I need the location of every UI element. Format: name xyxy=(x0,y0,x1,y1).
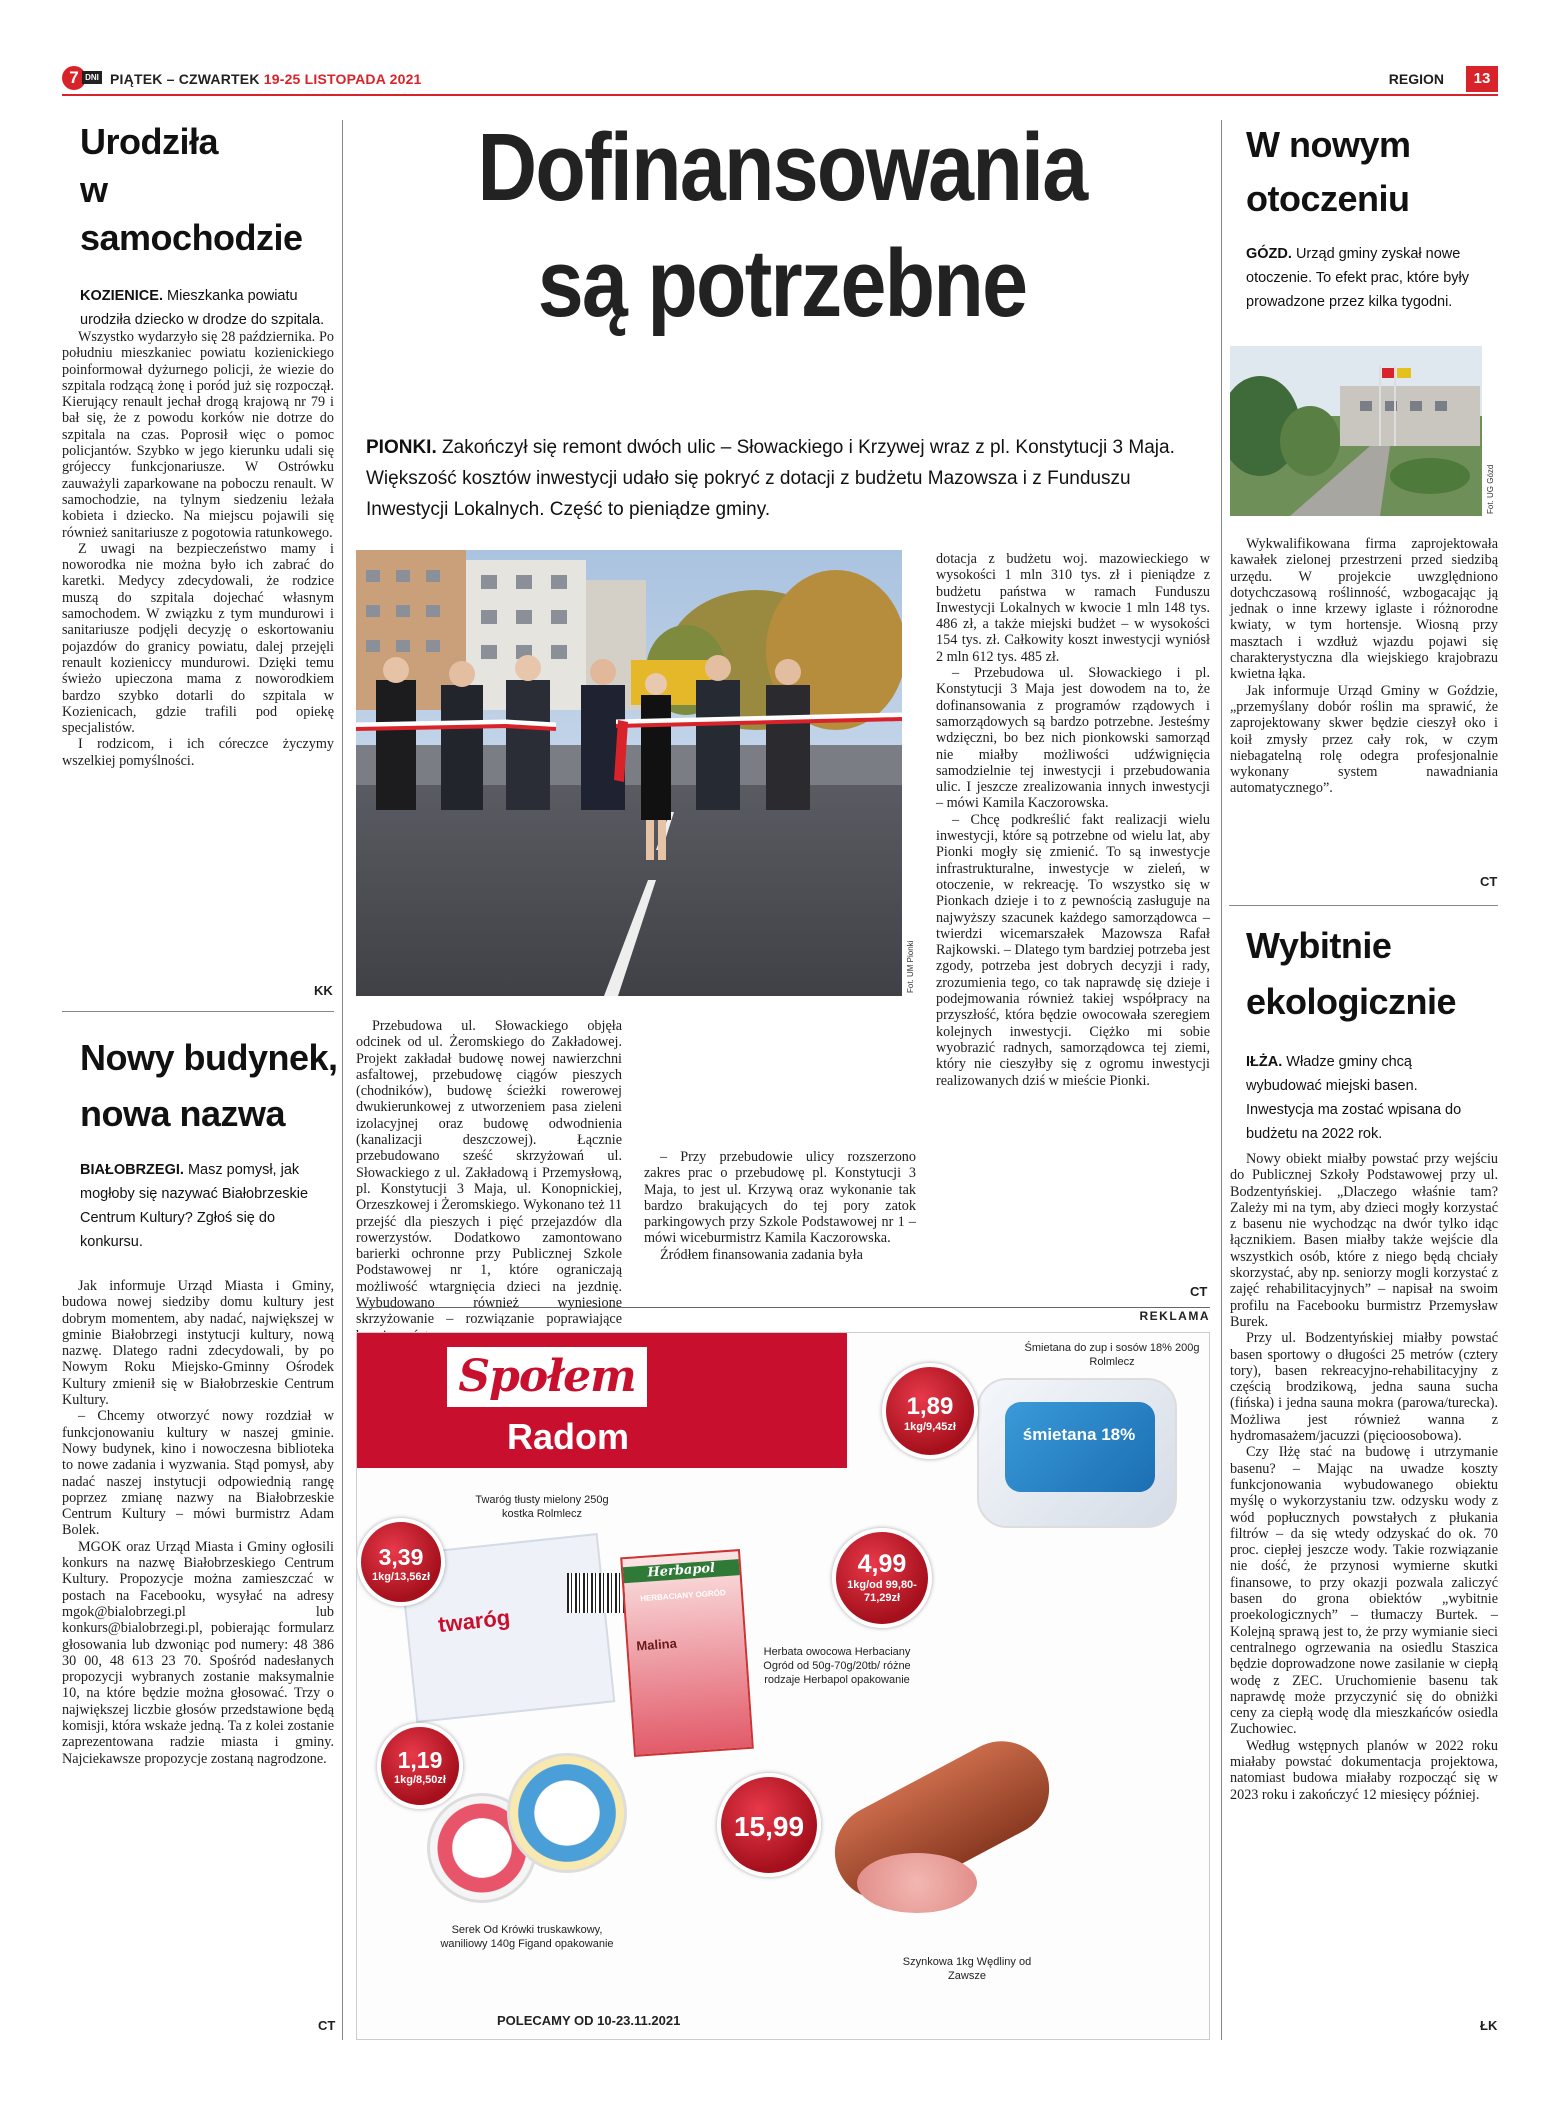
article-column-2 xyxy=(644,1149,916,1263)
main-lead xyxy=(366,432,1206,525)
lead-place: PIONKI. xyxy=(366,437,437,458)
price: 3,39 xyxy=(378,1544,424,1570)
photo-credit: Fot. UM Pionki xyxy=(906,940,915,993)
article-lead xyxy=(80,1158,318,1254)
price: 1,89 xyxy=(906,1393,954,1420)
paragraph: MGOK oraz Urząd Miasta i Gminy ogłosili konkurs na nazwę Białobrzeskiego Centrum Kultury. Propozycje można zamieszczać w postach na Facebooku, wysyłać na adresy mgok@bialobrzegi.pl lub konkurs@bialobrzegi.pl, pobierając formularz głosowania lub dzwoniąc pod numery: 48 386 30 00, 48 613 23 70. Spośród nadesłanych propozycji wybranych zostanie maksymalnie 10, na które będzie można głosować. Trzy o największej liczbie głosów przedstawione będą komisji, która wskaże jedną. Ta z kolei zostanie zaprezentowana radzie miasta i gminy. Najciekawsze propozycje zostaną nagrodzone. xyxy=(62,1538,334,1767)
herbata-box xyxy=(620,1549,754,1757)
column-divider-left xyxy=(342,120,343,2040)
article-body xyxy=(62,329,334,769)
headline-line: są potrzebne xyxy=(537,230,1027,337)
headline-line: W nowym xyxy=(1246,124,1411,165)
paragraph: – Chcemy otworzyć nowy rozdział w funkcjonowaniu kultury w naszej gminie. Nowy budynek, kino i nowoczesna biblioteka to nowe zadania i wyzwania. Stąd pomysł, aby nadać naszej instytucji odpowiednią rangę poprzez zmianę nazwy na Białobrzeskie Centrum Kultury – mówi burmistrz Adam Bolek. xyxy=(62,1408,334,1539)
brand-logo: Społem xyxy=(458,1351,636,1402)
spolem-advertisement xyxy=(356,1332,1210,2040)
article-body xyxy=(1230,536,1498,797)
ad-footer: POLECAMY OD 10-23.11.2021 xyxy=(497,2013,681,2028)
article-urodzila xyxy=(80,118,334,332)
price: 4,99 xyxy=(857,1550,907,1578)
lead-place: BIAŁOBRZEGI. xyxy=(80,1162,184,1178)
article-lead xyxy=(1246,242,1478,314)
unit-price: 1kg/od 99,80-71,29zł xyxy=(847,1579,917,1604)
unit-price: 1kg/8,50zł xyxy=(394,1774,446,1786)
headline-line: w samochodzie xyxy=(80,169,303,258)
day-range: PIĄTEK – CZWARTEK xyxy=(110,71,260,87)
brand-logo-box xyxy=(447,1347,647,1407)
paragraph: Nowy obiekt miałby powstać przy wejściu do Publicznej Szkoły Podstawowej przy ul. Bodzentyńskiej. „Dlaczego właśnie tam? Zależy mi na tym, aby dzieci mogły korzystać z basenu nie wychodząc na dwór tylko idąc łącznikiem. Basen miałby także wejście dla wszystkich osób, które z niego będą chciały skorzystać, aby np. seniorzy mogli korzystać z zajęć rehabilitacyjnych” – napisał na swoim profilu na Facebooku burmistrz Przemysław Burek. xyxy=(1230,1151,1498,1330)
headline-line: otoczeniu xyxy=(1246,178,1410,219)
author-signature: ŁK xyxy=(1480,2018,1498,2033)
paragraph: I rodzicom, i ich córeczce życzymy wszelkiej pomyślności. xyxy=(62,736,334,769)
price-tag xyxy=(717,1773,821,1877)
headline-line: nowa nazwa xyxy=(80,1093,286,1134)
smietana-pack xyxy=(977,1378,1177,1528)
author-signature: KK xyxy=(314,983,333,998)
pack-label: Serek xyxy=(537,1799,592,1821)
article-headline xyxy=(1246,918,1496,1030)
paragraph: Wszystko wydarzyło się 28 października. Po południu mieszkaniec powiatu kozienickiego poinformował dyżurnego policji, że wiezie do szpitala rodzącą żonę i poród już się rozpoczął. Kierujący renault jechał drogą krajową nr 79 i bał się, że z powodu korków nie dotrze do szpitala na czas. Poprosił więc o pomoc policjantów. Szybko w jego kierunku udali się grójeccy funkcjonariusze. W Ostrówku zauważyli zaparkowane na poboczu renault. W samochodzie, na tylnym siedzeniu leżała kobieta i dziecko. Na miejscu pojawili się również sanitariusze z pogotowia ratunkowego. xyxy=(62,329,334,541)
pack-label: twaróg xyxy=(436,1604,512,1638)
product-name: Szynkowa 1kg Wędliny od Zawsze xyxy=(902,1956,1032,1982)
price: 1,19 xyxy=(397,1747,443,1773)
pack-brand: Herbapol xyxy=(623,1559,740,1583)
ham-slices xyxy=(857,1853,977,1913)
lead-place: GÓZD. xyxy=(1246,246,1292,262)
lead-place: KOZIENICE. xyxy=(80,288,163,304)
paragraph: Źródłem finansowania zadania była xyxy=(660,1246,863,1263)
article-headline xyxy=(80,1030,342,1142)
paragraph: – Przebudowa ul. Słowackiego i pl. Konstytucji 3 Maja jest dowodem na to, że dofinansowania z programów rządowych i samorządowych są bardzo potrzebne. Jesteśmy wdzięczni, bo bez nich pionkowski samorząd nie miałby możliwości udźwignięcia samodzielnie tej inwestycji i przebudowania ulic. I jeszcze zrealizowania innych inwestycji – mówi Kamila Kaczorowska. xyxy=(936,665,1210,812)
header-rule xyxy=(62,94,1498,96)
author-signature: CT xyxy=(1480,874,1498,889)
lead-text: Urząd gminy zyskał nowe otoczenie. To efekt prac, które były prowadzone przez kilka tygodni. xyxy=(1246,246,1469,310)
section-name: REGION xyxy=(1388,71,1444,87)
price: 15,99 xyxy=(733,1811,805,1842)
column-divider-right xyxy=(1221,120,1222,2040)
issue-date xyxy=(110,70,422,88)
price-tag xyxy=(377,1723,463,1809)
photo-credit: Fot. UG Gózd xyxy=(1486,464,1495,514)
pack-lid xyxy=(1005,1402,1155,1492)
advertisement-label: REKLAMA xyxy=(356,1307,1210,1324)
price-tag xyxy=(357,1518,445,1606)
headline-line: Nowy budynek, xyxy=(80,1037,338,1078)
ribbon-cutting-photo xyxy=(356,550,902,996)
article-body xyxy=(1230,1151,1498,1803)
headline-line: ekologicznie xyxy=(1246,981,1457,1022)
brand-city: Radom xyxy=(507,1416,630,1457)
ribbon-cutting-illustration xyxy=(356,550,902,996)
author-signature: CT xyxy=(1190,1284,1208,1299)
lead-text: Masz pomysł, jak mogłoby się nazywać Białobrzeskie Centrum Kultury? Zgłoś się do konkursu. xyxy=(80,1162,309,1250)
paragraph: Przebudowa ul. Słowackiego objęła odcinek od ul. Żeromskiego do Zakładowej. Projekt zakładał budowę nowej nawierzchni asfaltowej, przebudowę ciągów pieszych (chodników), budowę ścieżki rowerowej dwukierunkowej z utworzeniem pasa zieleni izolacyjnej oraz budowę odwodnienia (kanalizacji deszczowej). Łącznie przebudowano sześć skrzyżowań ul. Słowackiego z ul. Zakładową i Przemysłową, pl. Konstytucji 3 Maja, ul. Konopnickiej, Orzeszkowej i Żeromskiego. Wykonano też 11 przejść dla pieszych i pięć przejazdów dla rowerzystów. Dodatkowo zamontowano barierki ochronne przy Publicznej Szkole Podstawowej nr 1, które ograniczają możliwość wtargnięcia dzieci na jezdnię. Wybudowano również wyniesione skrzyżowanie – rozwiązanie poprawiające xyxy=(356,1018,622,1328)
gozd-office-photo xyxy=(1230,346,1482,516)
pack-subtitle: HERBACIANY OGRÓD xyxy=(639,1588,727,1604)
article-wybitnie xyxy=(1246,918,1496,1146)
logo-suffix: DNI xyxy=(82,71,102,84)
author-signature: CT xyxy=(318,2018,336,2033)
lead-text: Zakończył się remont dwóch ulic – Słowackiego i Krzywej wraz z pl. Konstytucji 3 Maja. Większość kosztów inwestycji udało się pokryć z dotacji z budżetu Mazowsza i z Funduszu Inwestycji Lokalnych. Część to pieniądze gminy. xyxy=(366,437,1175,520)
headline-line: Urodziła xyxy=(80,121,219,162)
product-name: Serek Od Krówki truskawkowy, waniliowy 140g Figand opakowanie xyxy=(440,1924,614,1950)
lead-text: Mieszkanka powiatu urodziła dziecko w drodze do szpitala. xyxy=(80,288,325,328)
paragraph: Jak informuje Urząd Gminy w Goździe, „przemyślany dobór roślin ma sprawić, że zaprojektowany skwer będzie cieszył oko i koił zmysły przez cały rok, w czym niebagatelną rolę odegra profesjonalnie wykonany system nawadniania automatycznego”. xyxy=(1230,682,1498,797)
article-lead xyxy=(1246,1050,1478,1146)
paragraph: Czy Iłżę stać na budowę i utrzymanie basenu? – Mając na uwadze koszty funkcjonowania wybudowanego obiektu myślę o wykorzystaniu tzw. odzysku wody z wód popłucznych powstałych z płukania filtrów – da się wtedy odzyskać do ok. 70 proc. ciepłej jeszcze wody. Takie rozwiązanie nie dość, że przynosi wymierne skutki finansowe, to przy okazji pozwala zaliczyć basen do grona obiektów „wybitnie proekologicznych” – tłumaczy Burtek. – Kolejną sprawą jest to, że przy wymianie sieci centralnego ogrzewania na osiedlu Staszica będzie doprowadzone nowe zasilanie w ciepłą wodę z ZEC. Uruchomienie basenu tak naprawdę może przyczynić się do obniżki ceny za ciepłą wodę dla mieszkańców osiedla Zuchowiec. xyxy=(1230,1444,1498,1738)
article-column-3 xyxy=(936,551,1210,1089)
date-range: 19-25 LISTOPADA 2021 xyxy=(263,71,422,87)
newspaper-logo xyxy=(62,66,102,90)
article-headline xyxy=(1246,118,1496,226)
unit-price: 1kg/9,45zł xyxy=(904,1421,956,1433)
paragraph: Z uwagi na bezpieczeństwo mamy i noworodka nie można było ich zabrać do karetki. Medycy zdecydowali, że rodzice muszą do szpitala dojechać własnym samochodem. W związku z tym mundurowi i sanitariusze podjęli decyzję o eskortowaniu pojazdów do granicy powiatu, dalej przejęli renault kozieniccy mundurowi. Dzięki temu świeżo upieczona mama z noworodkiem bardzo szybko dotarli do szpitala w Kozienicach, gdzie trafili pod opiekę specjalistów. xyxy=(62,540,334,737)
article-w-nowym xyxy=(1246,118,1496,314)
product-name: Śmietana do zup i sosów 18% 200g Rolmlecz xyxy=(1024,1342,1200,1368)
brand-block xyxy=(357,1333,847,1468)
main-headline xyxy=(352,110,1212,342)
paragraph: Wykwalifikowana firma zaprojektowała kawałek zielonej przestrzeni przed siedzibą urzędu. W projekcie uwzględniono dotychczasową roślinność, wzbogacając ją jednak o inne krzewy iglaste i różnorodne kwiaty, w tym hortensje. Wiosną przy masztach i wzdłuż wjazdu pojawi się charakterystyczna dla wiejskiego krajobrazu kwietna łąka. xyxy=(1230,536,1498,683)
product-name: Herbata owocowa Herbaciany Ogród od 50g-70g/20tb/ różne rodzaje Herbapol opakowanie xyxy=(763,1646,911,1686)
price-tag xyxy=(882,1363,978,1459)
paragraph: – Chcę podkreślić fakt realizacji wielu inwestycji, które są potrzebne od wielu lat, aby Pionki mogły się zmienić. To są inwestycje infrastrukturalne, inwestycje w zieleń, w otoczenie, w rekreację. To wszystko się w Pionkach dzieje i to z pewnością zasługuje na najwyższy szacunek każdego samorządowca – twierdzi wicemarszałek Mazowsza Rafał Rajkowski. – Dlatego tym bardziej potrzeba jest zgody, potrzeba jest dobrych decyzji i rady, zrozumienia tego, co tak naprawdę się dzieje i podejmowania również takiej współpracy na przyszłość, która będzie owocowała szeregiem kolejnych inwestycji. Ciężko mi sobie wyobrazić radnych, samorządowca tej ziemi, który nie cieszyłby się z ogromu inwestycji realizowanych dziś w mieście Pionki. xyxy=(936,811,1210,1089)
paragraph: dotacja z budżetu woj. mazowieckiego w wysokości 1 mln 310 tys. zł i pieniądze z budżetu państwa w ramach Funduszu Inwestycji Lokalnych w kwocie 1 mln 148 tys. 486 zł, a także miejski budżet – w wysokości 154 tys. zł. Całkowity koszt inwestycji wyniósł 2 mln 612 tys. 485 zł. xyxy=(936,551,1210,665)
pack-label: śmietana 18% xyxy=(1022,1425,1136,1444)
logo-number: 7 xyxy=(62,66,86,90)
article-column-1 xyxy=(356,1018,622,1344)
article-lead xyxy=(80,284,334,332)
article-body xyxy=(62,1278,334,1767)
article-nowy-budynek xyxy=(80,1030,342,1254)
lead-text: Władze gminy chcą wybudować miejski basen. Inwestycja ma zostać wpisana do budżetu na 2022 rok. xyxy=(1246,1054,1462,1142)
paragraph: Według wstępnych planów w 2022 roku miałaby powstać dokumentacja projektowa, natomiast budowa miałaby rozpocząć się w 2023 roku i zakończyć 12 miesięcy później. xyxy=(1230,1737,1498,1803)
paragraph: – Przy przebudowie ulicy rozszerzono zakres prac o przebudowę pl. Konstytucji 3 Maja, to jest ul. Krzywą oraz wykonanie tak bardzo brakujących do tej pory zatok parkingowych przy Szkole Podstawowej nr 1 – mówi wiceburmistrz Kamila Kaczorowska. xyxy=(644,1149,916,1247)
unit-price: 1kg/13,56zł xyxy=(371,1571,431,1583)
article-headline xyxy=(80,118,334,262)
headline-line: Wybitnie xyxy=(1246,925,1392,966)
page-number: 13 xyxy=(1466,66,1498,92)
price-tag xyxy=(832,1528,932,1628)
pack-flavor: Malina xyxy=(635,1635,678,1654)
article-divider-left xyxy=(62,1011,334,1012)
paragraph: Przy ul. Bodzentyńskiej miałby powstać basen sportowy o długości 25 metrów (cztery tory), basen rekreacyjno-rehabilitacyjny z częścią brodzikową, jedna sauna sucha (fińska) i jedna sauna mokra (parowa/turecka). Możliwa jest również wanna z hydromasażem/jacuzzi (pięcioosobowa). xyxy=(1230,1330,1498,1445)
page-header xyxy=(62,66,1498,92)
paragraph: Jak informuje Urząd Miasta i Gminy, budowa nowej siedziby domu kultury jest dobrym momentem, aby nadać, największej w gminie Białobrzegi instytucji kultury, nową nazwę. Dlatego radni zdecydowali, by po Nowym Roku Miejsko-Gminny Ośrodek Kultury zmienił się w Białobrzeskie Centrum Kultury. xyxy=(62,1278,334,1409)
headline-line: Dofinansowania xyxy=(477,114,1087,221)
lead-place: IŁŻA. xyxy=(1246,1054,1283,1070)
product-name: Twaróg tłusty mielony 250g kostka Rolmlecz xyxy=(475,1494,609,1520)
article-divider-right xyxy=(1229,905,1498,906)
gozd-office-illustration xyxy=(1230,346,1482,516)
